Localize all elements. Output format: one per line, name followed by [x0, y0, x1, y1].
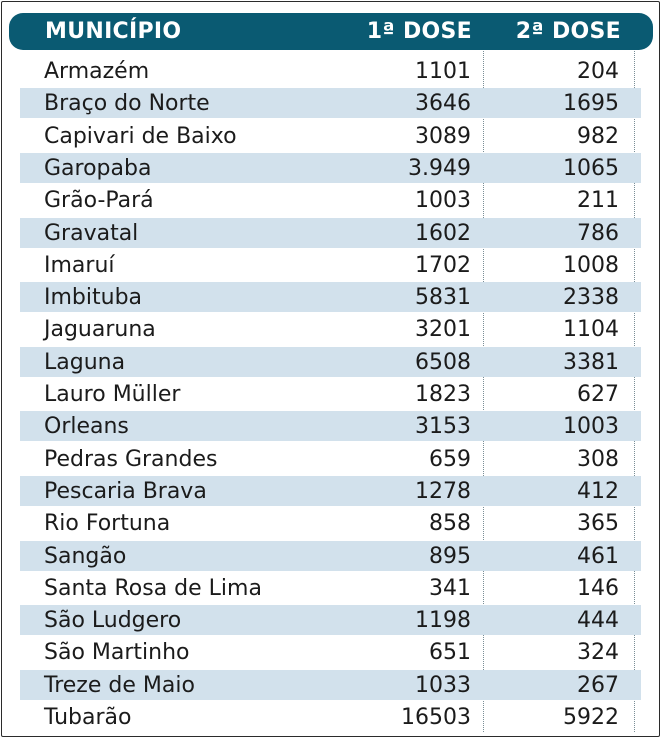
cell-municipio: Rio Fortuna — [44, 511, 171, 537]
cell-municipio: Imbituba — [44, 285, 143, 311]
cell-municipio: Santa Rosa de Lima — [44, 575, 262, 601]
cell-dose2: 146 — [577, 575, 619, 601]
cell-municipio: Braço do Norte — [44, 91, 210, 117]
cell-dose2: 1003 — [563, 414, 619, 440]
cell-municipio: Laguna — [44, 349, 126, 375]
table-row — [20, 250, 641, 280]
cell-dose1: 895 — [429, 543, 471, 569]
table-row — [20, 541, 641, 571]
cell-dose2: 308 — [577, 446, 619, 472]
cell-dose2: 1008 — [563, 252, 619, 278]
cell-dose1: 3646 — [415, 91, 471, 117]
table-row — [20, 282, 641, 312]
cell-dose1: 1823 — [415, 382, 471, 407]
cell-dose1: 1702 — [415, 252, 471, 278]
table-row — [20, 573, 641, 603]
cell-municipio: Gravatal — [44, 220, 139, 246]
cell-dose2: 211 — [577, 188, 619, 214]
header-municipio: MUNICÍPIO — [45, 19, 182, 44]
table-row — [20, 121, 641, 151]
cell-municipio: Sangão — [44, 543, 127, 569]
table-row — [20, 314, 641, 344]
table-row — [20, 670, 641, 700]
table-row — [20, 347, 641, 377]
table-row — [20, 153, 641, 183]
cell-dose1: 5831 — [415, 285, 471, 311]
cell-municipio: Armazém — [44, 59, 150, 84]
cell-dose1: 1198 — [415, 608, 471, 634]
table-row — [20, 218, 641, 248]
cell-dose2: 627 — [577, 382, 619, 407]
cell-dose1: 858 — [429, 511, 471, 537]
cell-dose1: 3201 — [415, 317, 471, 343]
cell-dose1: 6508 — [415, 349, 471, 375]
cell-municipio: Lauro Müller — [44, 382, 181, 407]
cell-dose1: 1033 — [415, 672, 471, 698]
cell-dose2: 461 — [577, 543, 619, 569]
table-row — [20, 185, 641, 215]
cell-dose2: 324 — [577, 640, 619, 666]
cell-dose1: 3153 — [415, 414, 471, 440]
table-row — [20, 379, 641, 409]
cell-municipio: Pedras Grandes — [44, 446, 218, 472]
cell-dose2: 1065 — [563, 155, 619, 181]
table-row — [20, 605, 641, 635]
table-row — [20, 637, 641, 667]
header-dose1: 1ª DOSE — [366, 19, 472, 44]
cell-municipio: Grão-Pará — [44, 188, 154, 214]
cell-dose1: 1278 — [415, 478, 471, 504]
cell-municipio: Orleans — [44, 414, 129, 440]
cell-dose2: 204 — [577, 59, 619, 84]
cell-dose2: 1104 — [563, 317, 619, 343]
cell-dose2: 786 — [577, 220, 619, 246]
cell-dose1: 651 — [429, 640, 471, 666]
cell-dose1: 3089 — [415, 123, 471, 149]
cell-dose1: 16503 — [401, 705, 471, 730]
table-row — [20, 508, 641, 538]
cell-dose2: 267 — [577, 672, 619, 698]
cell-municipio: Pescaria Brava — [44, 478, 207, 504]
cell-dose2: 982 — [577, 123, 619, 149]
table-row — [20, 476, 641, 506]
cell-dose1: 1602 — [415, 220, 471, 246]
cell-municipio: Tubarão — [44, 705, 132, 730]
cell-dose2: 2338 — [563, 285, 619, 311]
cell-municipio: São Martinho — [44, 640, 190, 666]
cell-municipio: Capivari de Baixo — [44, 123, 237, 149]
cell-municipio: Imaruí — [44, 252, 115, 278]
cell-dose2: 365 — [577, 511, 619, 537]
table-row — [20, 88, 641, 118]
table-row — [20, 411, 641, 441]
cell-dose2: 444 — [577, 608, 619, 634]
cell-municipio: São Ludgero — [44, 608, 182, 634]
cell-dose1: 3.949 — [408, 155, 471, 181]
table-header — [9, 13, 653, 50]
cell-municipio: Garopaba — [44, 155, 152, 181]
cell-dose1: 659 — [429, 446, 471, 472]
cell-dose1: 341 — [429, 575, 471, 601]
cell-dose2: 412 — [577, 478, 619, 504]
cell-municipio: Treze de Maio — [44, 672, 195, 698]
table-row — [20, 702, 641, 732]
cell-municipio: Jaguaruna — [44, 317, 156, 343]
cell-dose2: 1695 — [563, 91, 619, 117]
table-row — [20, 444, 641, 474]
cell-dose2: 3381 — [563, 349, 619, 375]
cell-dose1: 1101 — [415, 59, 471, 84]
cell-dose2: 5922 — [563, 705, 619, 730]
header-dose2: 2ª DOSE — [515, 19, 621, 44]
table-row — [20, 56, 641, 86]
cell-dose1: 1003 — [415, 188, 471, 214]
